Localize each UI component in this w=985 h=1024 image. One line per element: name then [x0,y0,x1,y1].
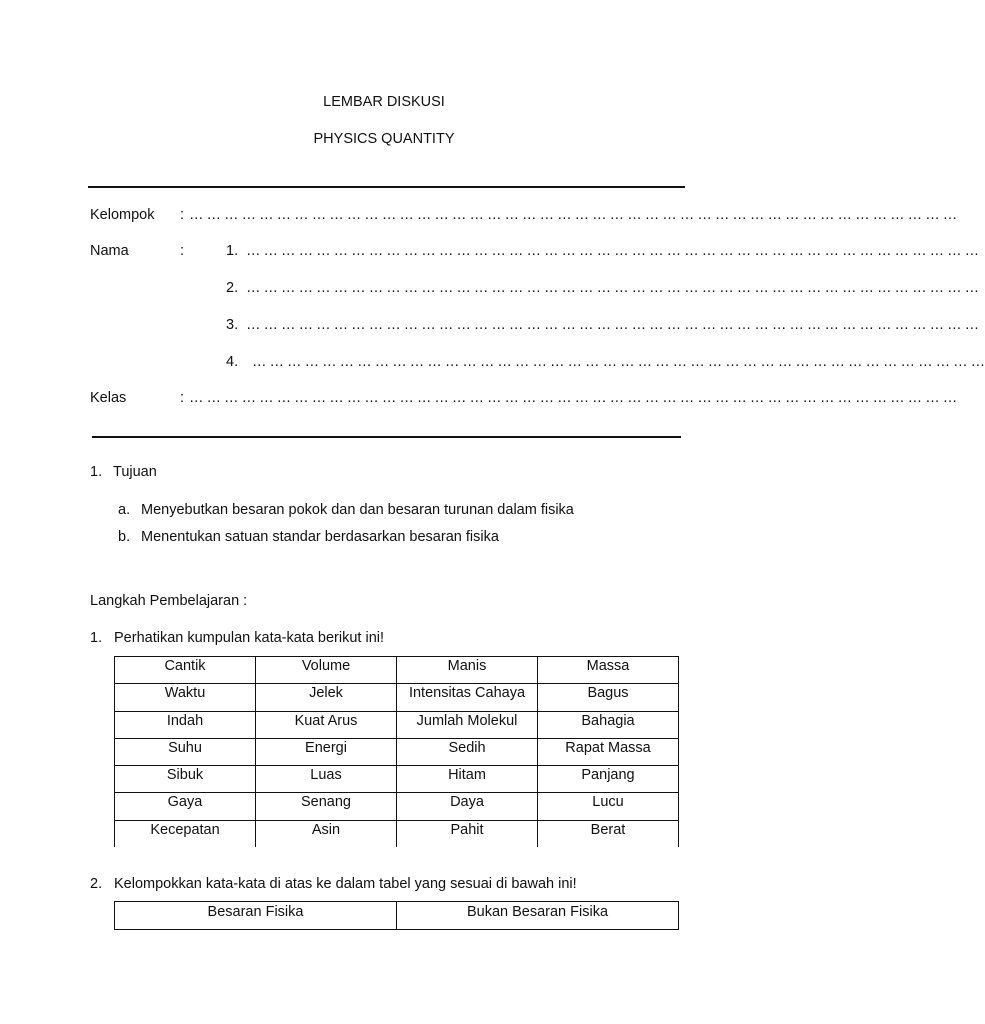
kelompok-field[interactable]: … … … … … … … … … … … … … … … … … … … … … … … … … … … … … … … … … … … … … … … … … … … … [189,207,957,223]
langkah-heading: Langkah Pembelajaran : [90,593,248,609]
nama-number-3: 3. [226,317,239,333]
tujuan-item-a-text: Menyebutkan besaran pokok dan dan besaran turunan dalam fisika [141,502,574,518]
word-cell: Senang [256,793,397,820]
nama-field-4[interactable]: … … … … … … … … … … … … … … … … … … … … … … … … … … … … … … … … … … … … … … … … … … [252,354,985,370]
column-header-bukan-besaran-fisika: Bukan Besaran Fisika [397,902,679,930]
kelas-field[interactable]: … … … … … … … … … … … … … … … … … … … … … … … … … … … … … … … … … … … … … … … … … … … … [189,390,957,406]
table-row [115,738,679,765]
grouping-table [114,901,679,930]
word-cell: Luas [256,766,397,793]
tujuan-item-b-text: Menentukan satuan standar berdasarkan besaran fisika [141,529,499,545]
kelas-label: Kelas [90,390,127,406]
word-cell: Massa [538,657,679,684]
table-row [115,793,679,820]
kelompok-colon: : [180,207,185,223]
word-cell: Cantik [115,657,256,684]
page-title: LEMBAR DISKUSI [323,94,445,110]
tujuan-heading: Tujuan [113,464,157,480]
nama-number-1: 1. [226,243,239,259]
tujuan-item-b-letter: b. [118,529,131,545]
tujuan-number: 1. [90,464,103,480]
word-cell: Sibuk [115,766,256,793]
word-table [114,656,679,847]
step-1-number: 1. [90,630,103,646]
nama-number-2: 2. [226,280,239,296]
word-cell: Jelek [256,684,397,711]
word-cell: Jumlah Molekul [397,711,538,738]
table-row [115,684,679,711]
word-cell: Suhu [115,738,256,765]
nama-field-1[interactable]: … … … … … … … … … … … … … … … … … … … … … … … … … … … … … … … … … … … … … … … … … … [246,243,979,259]
word-cell: Asin [256,820,397,847]
tujuan-item-a-letter: a. [118,502,131,518]
table-row [115,657,679,684]
word-cell: Waktu [115,684,256,711]
word-cell: Pahit [397,820,538,847]
word-cell: Kecepatan [115,820,256,847]
word-cell: Volume [256,657,397,684]
nama-number-4: 4. [226,354,239,370]
step-2-number: 2. [90,876,103,892]
bottom-divider [92,436,681,438]
word-cell: Bagus [538,684,679,711]
word-cell: Sedih [397,738,538,765]
table-row [115,766,679,793]
page-subtitle: PHYSICS QUANTITY [313,131,455,147]
word-cell: Energi [256,738,397,765]
step-1-text: Perhatikan kumpulan kata-kata berikut ini! [114,630,385,646]
word-cell: Intensitas Cahaya [397,684,538,711]
word-cell: Gaya [115,793,256,820]
table-row [115,902,679,930]
nama-label: Nama [90,243,129,259]
table-row [115,711,679,738]
word-cell: Panjang [538,766,679,793]
step-2-text: Kelompokkan kata-kata di atas ke dalam tabel yang sesuai di bawah ini! [114,876,577,892]
top-divider [88,186,685,188]
word-cell: Bahagia [538,711,679,738]
column-header-besaran-fisika: Besaran Fisika [115,902,397,930]
word-cell: Lucu [538,793,679,820]
word-cell: Hitam [397,766,538,793]
kelas-colon: : [180,390,185,406]
kelompok-label: Kelompok [90,207,155,223]
nama-field-2[interactable]: … … … … … … … … … … … … … … … … … … … … … … … … … … … … … … … … … … … … … … … … … … [246,280,979,296]
word-cell: Indah [115,711,256,738]
word-cell: Berat [538,820,679,847]
table-row [115,820,679,847]
word-cell: Daya [397,793,538,820]
word-cell: Kuat Arus [256,711,397,738]
nama-field-3[interactable]: … … … … … … … … … … … … … … … … … … … … … … … … … … … … … … … … … … … … … … … … … … [246,317,979,333]
nama-colon: : [180,243,185,259]
word-cell: Manis [397,657,538,684]
word-cell: Rapat Massa [538,738,679,765]
